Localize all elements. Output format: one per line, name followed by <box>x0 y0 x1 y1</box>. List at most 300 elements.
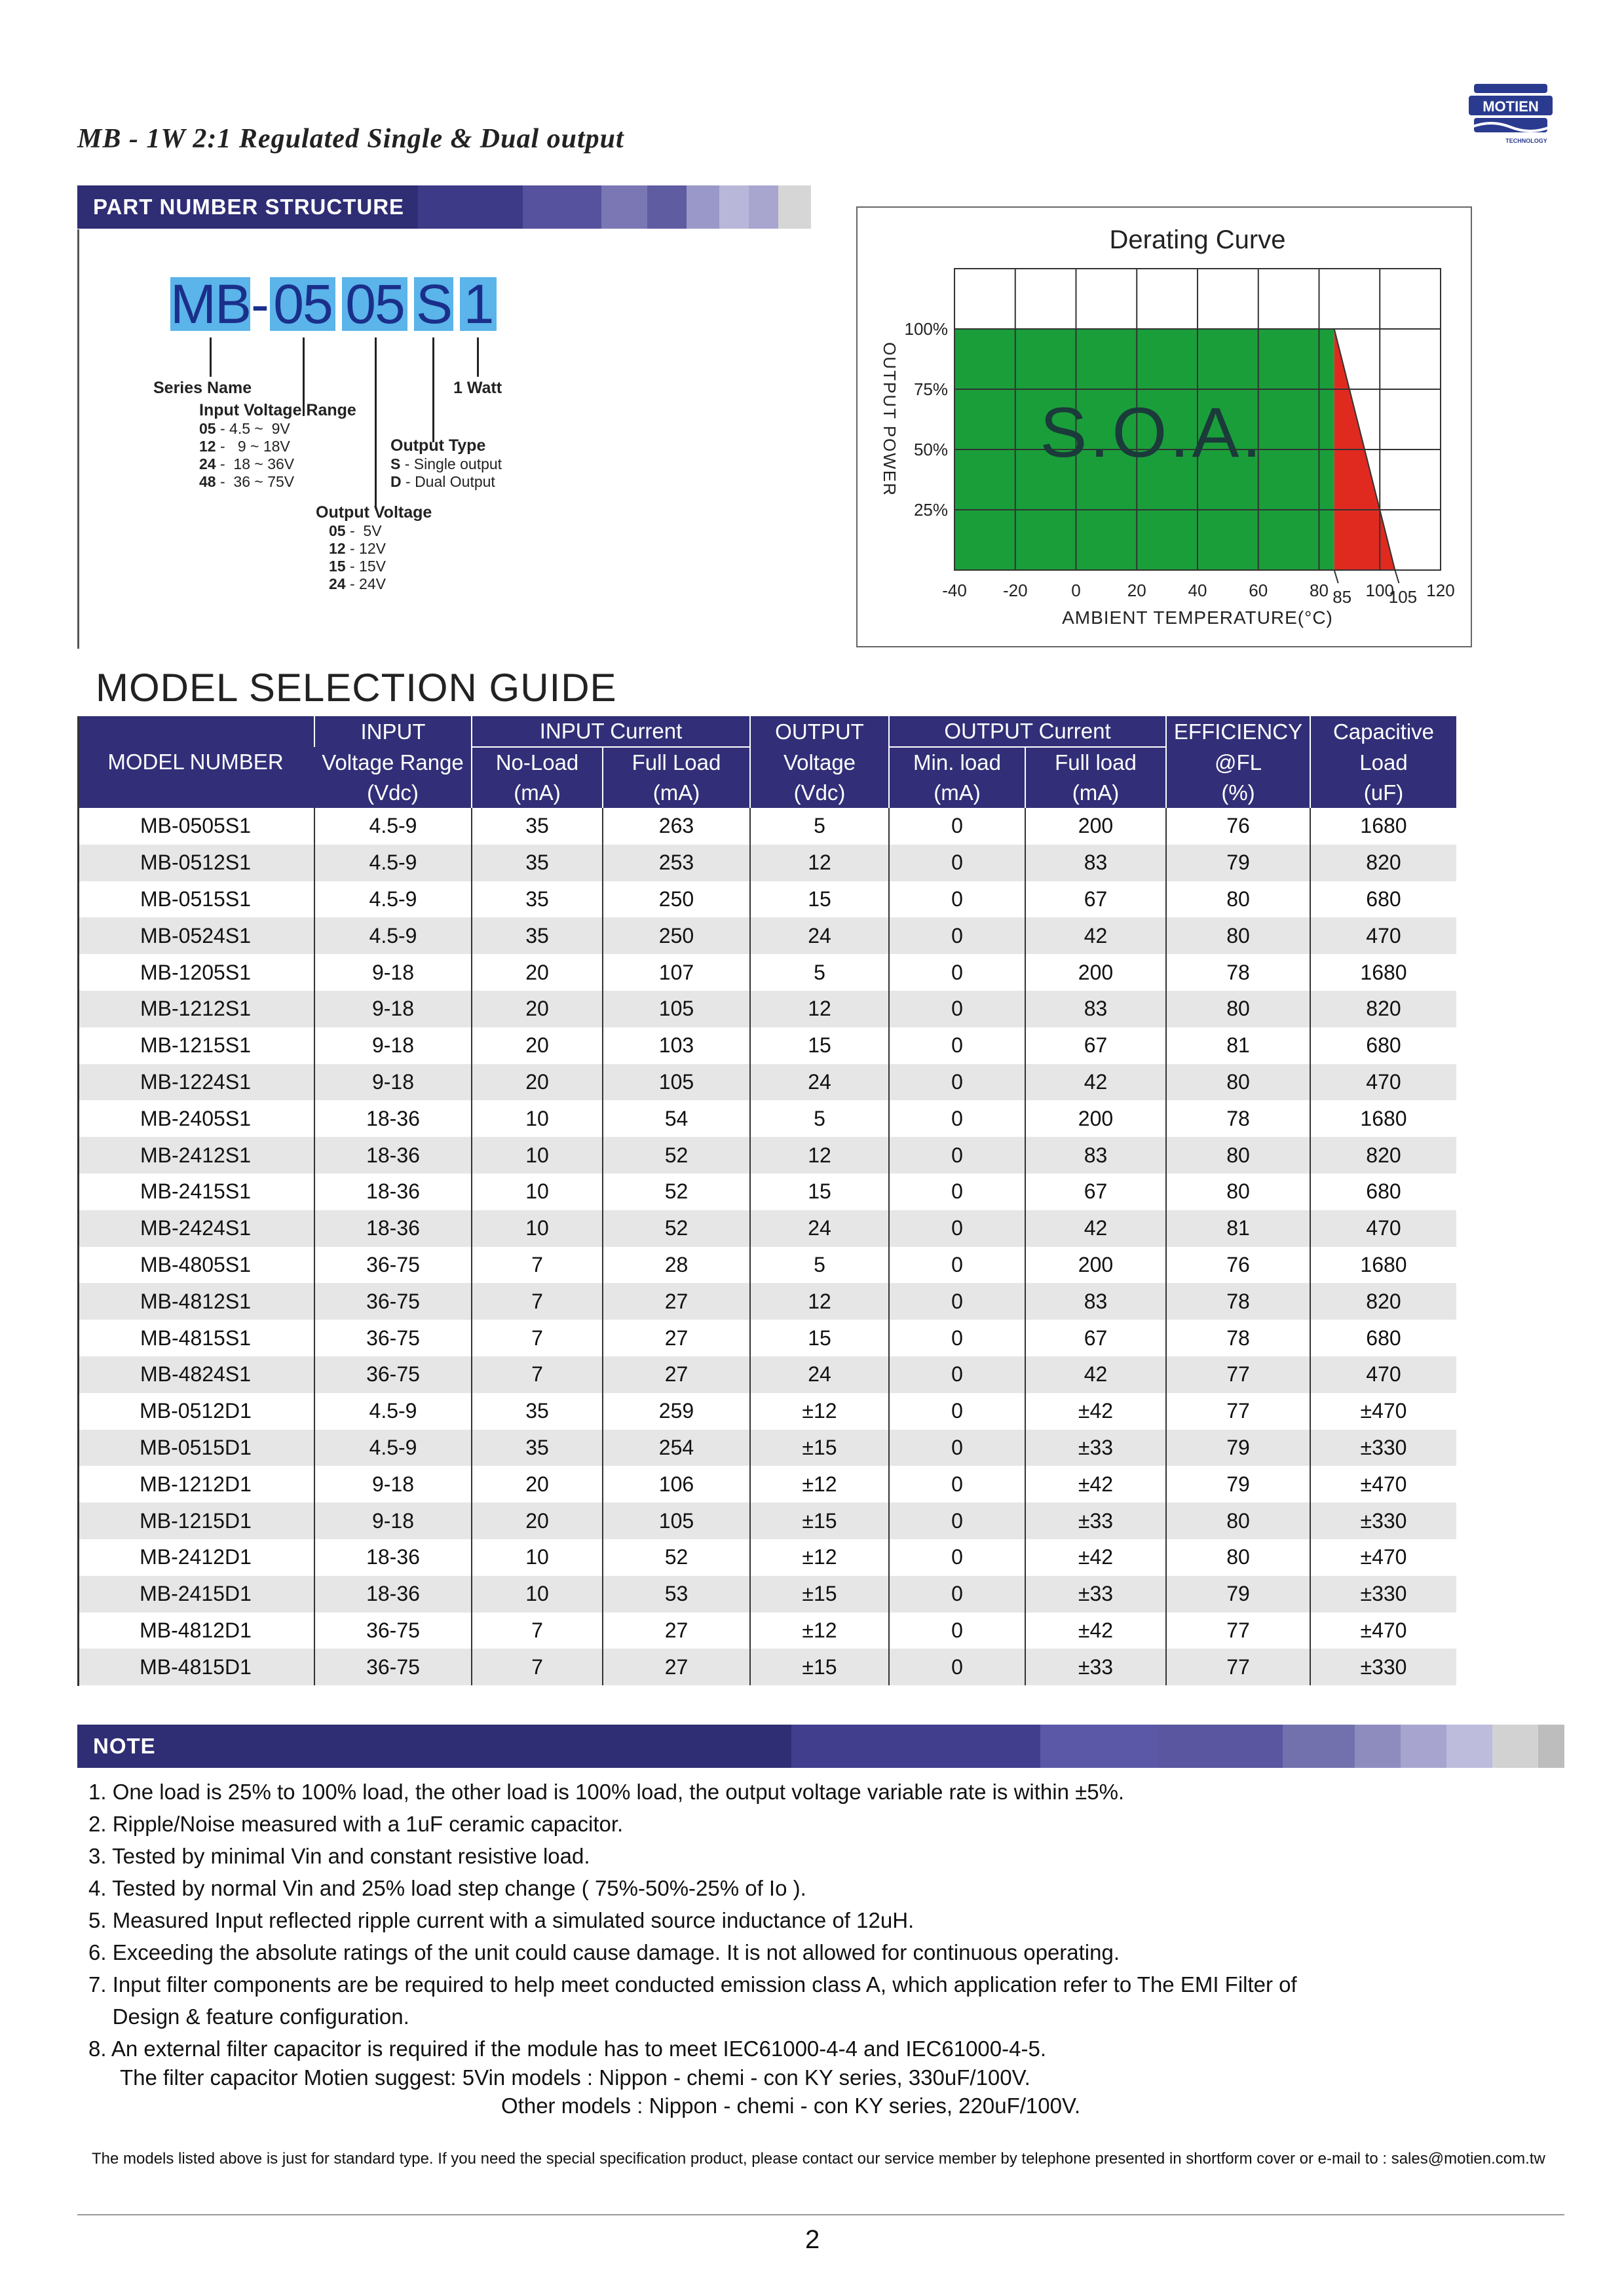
table-cell: 0 <box>889 1210 1025 1247</box>
table-cell: ±330 <box>1310 1430 1456 1466</box>
y-tick-label: 25% <box>913 500 948 520</box>
table-cell: 820 <box>1310 1283 1456 1320</box>
table-cell: 78 <box>1166 954 1310 991</box>
note-bar <box>77 1725 1564 1768</box>
table-cell: 0 <box>889 1649 1025 1685</box>
table-cell: 18-36 <box>314 1576 472 1613</box>
derating-chart-panel <box>856 206 1472 647</box>
input-range-item <box>199 419 290 438</box>
table-row <box>77 1064 1456 1101</box>
table-cell: 9-18 <box>314 954 472 991</box>
table-cell: 77 <box>1166 1649 1310 1685</box>
table-row <box>77 1320 1456 1356</box>
part-number-bar <box>77 185 811 229</box>
table-cell: 9-18 <box>314 1064 472 1101</box>
table-row <box>77 1100 1456 1137</box>
table-cell: 76 <box>1166 1247 1310 1284</box>
table-cell: ±33 <box>1025 1649 1166 1685</box>
table-cell: MB-1205S1 <box>77 954 314 991</box>
table-cell: 820 <box>1310 1137 1456 1174</box>
table-cell: 5 <box>750 808 889 845</box>
output-voltage-item <box>329 539 386 558</box>
input-range-label: Input Voltage Range <box>199 401 356 419</box>
table-cell: MB-1224S1 <box>77 1064 314 1101</box>
table-cell: ±33 <box>1025 1502 1166 1539</box>
table-row <box>77 1137 1456 1174</box>
header-full-load-out: Full load <box>1025 747 1166 778</box>
table-cell: 5 <box>750 1247 889 1284</box>
output-type-item <box>390 455 502 473</box>
table-cell: 107 <box>603 954 750 991</box>
table-cell: MB-4824S1 <box>77 1356 314 1393</box>
model-table-body <box>77 808 1456 1685</box>
table-cell: 4.5-9 <box>314 881 472 918</box>
table-cell: 24 <box>750 1064 889 1101</box>
table-cell: 83 <box>1025 1283 1166 1320</box>
x-extra-tick-label: 85 <box>1332 587 1352 607</box>
table-cell: ±33 <box>1025 1430 1166 1466</box>
table-row <box>77 1210 1456 1247</box>
table-cell: 106 <box>603 1466 750 1502</box>
header-input: INPUT <box>314 716 472 747</box>
table-cell: ±470 <box>1310 1393 1456 1430</box>
note-item: 3. Tested by minimal Vin and constant resistive load. <box>88 1844 590 1868</box>
table-cell: 35 <box>472 1393 603 1430</box>
table-row <box>77 1613 1456 1649</box>
table-row <box>77 845 1456 881</box>
code: 05 <box>199 420 216 437</box>
table-cell: 67 <box>1025 1027 1166 1064</box>
table-cell: 78 <box>1166 1283 1310 1320</box>
value: - 4.5 ~ 9V <box>216 420 290 437</box>
x-tick-label: 100 <box>1365 581 1394 600</box>
table-cell: 0 <box>889 1613 1025 1649</box>
lead-line <box>210 337 212 377</box>
table-cell: 20 <box>472 954 603 991</box>
table-cell: 80 <box>1166 917 1310 954</box>
table-cell: 7 <box>472 1283 603 1320</box>
table-cell: 80 <box>1166 1137 1310 1174</box>
code: S <box>390 455 401 472</box>
table-cell: 7 <box>472 1613 603 1649</box>
table-cell: 80 <box>1166 1064 1310 1101</box>
table-cell: 680 <box>1310 1320 1456 1356</box>
table-cell: 67 <box>1025 1320 1166 1356</box>
table-cell: 0 <box>889 1576 1025 1613</box>
table-cell: 820 <box>1310 991 1456 1027</box>
table-cell: 105 <box>603 991 750 1027</box>
output-type-label: Output Type <box>390 436 486 455</box>
table-cell: ±42 <box>1025 1466 1166 1502</box>
table-cell: 35 <box>472 917 603 954</box>
table-cell: 7 <box>472 1320 603 1356</box>
table-cell: 4.5-9 <box>314 1430 472 1466</box>
table-cell: ±12 <box>750 1613 889 1649</box>
table-cell: 0 <box>889 1320 1025 1356</box>
table-cell: 10 <box>472 1100 603 1137</box>
table-cell: 0 <box>889 1539 1025 1576</box>
code: 24 <box>199 455 216 472</box>
table-cell: ±33 <box>1025 1576 1166 1613</box>
header-output-current: OUTPUT Current <box>889 716 1166 747</box>
table-cell: 254 <box>603 1430 750 1466</box>
table-cell: 18-36 <box>314 1174 472 1210</box>
table-cell: 27 <box>603 1356 750 1393</box>
table-cell: MB-2405S1 <box>77 1100 314 1137</box>
value: - 9 ~ 18V <box>216 438 290 455</box>
table-cell: 9-18 <box>314 1466 472 1502</box>
table-cell: 200 <box>1025 954 1166 991</box>
table-cell: 79 <box>1166 1430 1310 1466</box>
x-tick-label: 120 <box>1426 581 1455 600</box>
table-cell: 20 <box>472 991 603 1027</box>
table-cell: ±330 <box>1310 1502 1456 1539</box>
y-tick-label: 100% <box>904 319 948 339</box>
table-cell: MB-2424S1 <box>77 1210 314 1247</box>
table-cell: 52 <box>603 1539 750 1576</box>
x-axis-label: AMBIENT TEMPERATURE(°C) <box>1062 607 1333 628</box>
notes-list <box>88 1776 1464 2121</box>
table-cell: 259 <box>603 1393 750 1430</box>
x-tick-label: -20 <box>1002 581 1028 600</box>
table-cell: 12 <box>750 991 889 1027</box>
table-cell: 12 <box>750 1283 889 1320</box>
input-range-item <box>199 437 290 455</box>
table-cell: 80 <box>1166 991 1310 1027</box>
table-cell: MB-4812S1 <box>77 1283 314 1320</box>
header-efficiency-fl: @FL <box>1166 747 1310 778</box>
table-cell: ±15 <box>750 1576 889 1613</box>
table-cell: 680 <box>1310 1027 1456 1064</box>
table-cell: 18-36 <box>314 1539 472 1576</box>
page-number: 2 <box>805 2225 820 2254</box>
header-no-load: No-Load <box>472 747 603 778</box>
table-cell: 52 <box>603 1174 750 1210</box>
table-cell: 0 <box>889 1356 1025 1393</box>
table-cell: 79 <box>1166 1576 1310 1613</box>
code: D <box>390 473 402 490</box>
table-cell: 15 <box>750 881 889 918</box>
value: - 24V <box>345 575 386 592</box>
output-type-item <box>390 472 495 491</box>
table-cell: 4.5-9 <box>314 1393 472 1430</box>
header-full-load: Full Load <box>603 747 750 778</box>
table-row <box>77 1466 1456 1502</box>
table-cell: 5 <box>750 954 889 991</box>
table-row <box>77 1539 1456 1576</box>
table-cell: 36-75 <box>314 1613 472 1649</box>
table-cell: 67 <box>1025 1174 1166 1210</box>
table-cell: 24 <box>750 917 889 954</box>
table-cell: 9-18 <box>314 1502 472 1539</box>
table-cell: 77 <box>1166 1613 1310 1649</box>
table-cell: 9-18 <box>314 1027 472 1064</box>
table-cell: 253 <box>603 845 750 881</box>
table-cell: 0 <box>889 1064 1025 1101</box>
table-cell: ±42 <box>1025 1393 1166 1430</box>
table-cell: 200 <box>1025 1247 1166 1284</box>
table-cell: 0 <box>889 808 1025 845</box>
table-cell: 250 <box>603 881 750 918</box>
table-cell: ±12 <box>750 1393 889 1430</box>
header-unit: (Vdc) <box>750 778 889 808</box>
footer-text: The models listed above is just for standard type. If you need the special specification product, please contact our service member by telephone presented in shortform cover or e-mail to : sales@motien.com.tw <box>92 2150 1545 2168</box>
table-cell: 36-75 <box>314 1320 472 1356</box>
table-cell: ±15 <box>750 1649 889 1685</box>
table-cell: 1680 <box>1310 1100 1456 1137</box>
header-unit: (mA) <box>889 778 1025 808</box>
table-cell: 28 <box>603 1247 750 1284</box>
note-item: 1. One load is 25% to 100% load, the other load is 100% load, the output voltage variable rate is within ±5%. <box>88 1780 1125 1804</box>
table-cell: ±12 <box>750 1466 889 1502</box>
table-cell: MB-2415S1 <box>77 1174 314 1210</box>
header-unit: (Vdc) <box>314 778 472 808</box>
table-cell: 470 <box>1310 1064 1456 1101</box>
table-row <box>77 881 1456 918</box>
table-cell: 15 <box>750 1320 889 1356</box>
header-unit: (mA) <box>1025 778 1166 808</box>
series-name-label: Series Name <box>153 379 252 397</box>
table-cell: MB-1212S1 <box>77 991 314 1027</box>
code: 12 <box>199 438 216 455</box>
header-output: OUTPUT <box>750 716 889 747</box>
table-cell: 0 <box>889 1430 1025 1466</box>
table-cell: 83 <box>1025 845 1166 881</box>
value: - 12V <box>345 540 386 557</box>
table-cell: 42 <box>1025 917 1166 954</box>
table-cell: 10 <box>472 1137 603 1174</box>
table-cell: ±330 <box>1310 1649 1456 1685</box>
table-cell: 7 <box>472 1356 603 1393</box>
table-cell: MB-0512S1 <box>77 845 314 881</box>
table-cell: 35 <box>472 1430 603 1466</box>
table-cell: 20 <box>472 1466 603 1502</box>
table-cell: 77 <box>1166 1393 1310 1430</box>
header-output-voltage: Voltage <box>750 747 889 778</box>
header-unit: (mA) <box>603 778 750 808</box>
table-cell: 81 <box>1166 1210 1310 1247</box>
table-cell: 20 <box>472 1502 603 1539</box>
table-row <box>77 1502 1456 1539</box>
table-cell: 78 <box>1166 1100 1310 1137</box>
table-cell: 27 <box>603 1320 750 1356</box>
table-cell: ±470 <box>1310 1539 1456 1576</box>
table-cell: MB-2412S1 <box>77 1137 314 1174</box>
y-tick-label: 75% <box>913 379 948 399</box>
y-tick-label: 50% <box>913 440 948 459</box>
note-item: Other models : Nippon - chemi - con KY series, 220uF/100V. <box>501 2094 1081 2118</box>
pn-input-box: 05 <box>270 277 335 331</box>
table-cell: 0 <box>889 1247 1025 1284</box>
note-title: NOTE <box>93 1734 156 1758</box>
part-number-title: PART NUMBER STRUCTURE <box>93 195 405 219</box>
pn-type-box: S <box>414 277 453 331</box>
table-cell: MB-0524S1 <box>77 917 314 954</box>
lead-line <box>375 337 377 508</box>
table-cell: 80 <box>1166 1174 1310 1210</box>
table-cell: 263 <box>603 808 750 845</box>
motien-logo <box>1465 80 1557 152</box>
table-cell: 83 <box>1025 991 1166 1027</box>
y-axis-label: OUTPUT POWER <box>880 342 899 497</box>
table-row <box>77 1283 1456 1320</box>
model-selection-title: MODEL SELECTION GUIDE <box>96 666 617 710</box>
table-cell: 0 <box>889 1174 1025 1210</box>
table-cell: 5 <box>750 1100 889 1137</box>
table-cell: 12 <box>750 1137 889 1174</box>
table-cell: 9-18 <box>314 991 472 1027</box>
x-tick-label: -40 <box>942 581 967 600</box>
section-left-rule <box>77 229 79 649</box>
table-cell: 10 <box>472 1174 603 1210</box>
note-item: 6. Exceeding the absolute ratings of the unit could cause damage. It is not allowed for continuous operating. <box>88 1940 1120 1964</box>
table-cell: ±470 <box>1310 1466 1456 1502</box>
code: 12 <box>329 540 346 557</box>
table-cell: 36-75 <box>314 1649 472 1685</box>
chart-title: Derating Curve <box>1109 225 1286 254</box>
table-row <box>77 1247 1456 1284</box>
table-cell: 200 <box>1025 808 1166 845</box>
table-row <box>77 1430 1456 1466</box>
table-cell: MB-1215S1 <box>77 1027 314 1064</box>
table-cell: 36-75 <box>314 1283 472 1320</box>
table-cell: 0 <box>889 1393 1025 1430</box>
table-cell: 27 <box>603 1283 750 1320</box>
table-cell: ±330 <box>1310 1576 1456 1613</box>
table-cell: ±42 <box>1025 1613 1166 1649</box>
table-cell: 7 <box>472 1649 603 1685</box>
table-cell: 80 <box>1166 881 1310 918</box>
table-cell: 42 <box>1025 1356 1166 1393</box>
code: 05 <box>329 522 346 539</box>
table-row <box>77 808 1456 845</box>
note-item: 4. Tested by normal Vin and 25% load step change ( 75%-50%-25% of Io ). <box>88 1876 806 1900</box>
extra-tick-mark <box>1395 570 1399 583</box>
note-item: 5. Measured Input reflected ripple current with a simulated source inductance of 12uH. <box>88 1908 915 1932</box>
x-tick-label: 80 <box>1310 581 1329 600</box>
table-cell: 103 <box>603 1027 750 1064</box>
table-cell: 4.5-9 <box>314 845 472 881</box>
table-cell: 81 <box>1166 1027 1310 1064</box>
table-cell: MB-4805S1 <box>77 1247 314 1284</box>
note-item: Design & feature configuration. <box>88 2004 409 2029</box>
value: - Dual Output <box>401 473 495 490</box>
header-min-load: Min. load <box>889 747 1025 778</box>
table-cell: 52 <box>603 1210 750 1247</box>
table-cell: 10 <box>472 1576 603 1613</box>
table-cell: MB-2412D1 <box>77 1539 314 1576</box>
input-range-item <box>199 472 294 491</box>
header-unit: (uF) <box>1310 778 1456 808</box>
table-row <box>77 917 1456 954</box>
table-cell: 76 <box>1166 808 1310 845</box>
table-cell: 470 <box>1310 1210 1456 1247</box>
logo-subtext: TECHNOLOGY <box>1505 138 1547 144</box>
soa-annotation: S.O.A. <box>1040 392 1264 472</box>
value: - 15V <box>345 558 386 575</box>
table-left-rule <box>77 716 79 1686</box>
table-cell: 0 <box>889 1466 1025 1502</box>
table-cell: 24 <box>750 1356 889 1393</box>
lead-line <box>477 337 479 377</box>
table-cell: 27 <box>603 1649 750 1685</box>
pn-dash: - <box>251 273 269 335</box>
derating-chart <box>858 208 1471 646</box>
footer-rule <box>77 2214 1564 2215</box>
table-cell: MB-1212D1 <box>77 1466 314 1502</box>
note-item: 8. An external filter capacitor is required if the module has to meet IEC61000-4-4 and IEC61000-4-5. <box>88 2037 1046 2061</box>
pn-series-box: MB <box>170 273 250 335</box>
value: - 5V <box>345 522 382 539</box>
table-cell: 78 <box>1166 1320 1310 1356</box>
table-row <box>77 1356 1456 1393</box>
table-cell: 250 <box>603 917 750 954</box>
table-cell: 470 <box>1310 917 1456 954</box>
table-cell: 0 <box>889 1283 1025 1320</box>
x-tick-label: 40 <box>1188 581 1207 600</box>
table-cell: MB-4812D1 <box>77 1613 314 1649</box>
table-cell: 0 <box>889 1137 1025 1174</box>
table-cell: 820 <box>1310 845 1456 881</box>
code: 48 <box>199 473 216 490</box>
table-cell: 1680 <box>1310 808 1456 845</box>
table-cell: 15 <box>750 1027 889 1064</box>
table-cell: 53 <box>603 1576 750 1613</box>
table-cell: 20 <box>472 1064 603 1101</box>
table-cell: 105 <box>603 1064 750 1101</box>
model-selection-table <box>77 716 1456 1685</box>
table-cell: 18-36 <box>314 1210 472 1247</box>
table-cell: 0 <box>889 991 1025 1027</box>
table-cell: 1680 <box>1310 954 1456 991</box>
table-cell: 4.5-9 <box>314 917 472 954</box>
x-tick-label: 20 <box>1127 581 1146 600</box>
table-cell: 83 <box>1025 1137 1166 1174</box>
table-cell: 80 <box>1166 1502 1310 1539</box>
table-cell: 36-75 <box>314 1356 472 1393</box>
code: 24 <box>329 575 346 592</box>
output-voltage-label: Output Voltage <box>316 503 432 522</box>
table-row <box>77 1576 1456 1613</box>
table-cell: 0 <box>889 1502 1025 1539</box>
table-cell: 52 <box>603 1137 750 1174</box>
table-cell: ±470 <box>1310 1613 1456 1649</box>
table-cell: MB-0512D1 <box>77 1393 314 1430</box>
table-cell: 79 <box>1166 845 1310 881</box>
table-cell: 35 <box>472 881 603 918</box>
table-cell: 0 <box>889 1027 1025 1064</box>
table-cell: 15 <box>750 1174 889 1210</box>
note-item: The filter capacitor Motien suggest: 5Vin models : Nippon - chemi - con KY series, 330uF/100V. <box>120 2065 1030 2090</box>
value: - 18 ~ 36V <box>216 455 295 472</box>
table-cell: 27 <box>603 1613 750 1649</box>
table-row <box>77 1393 1456 1430</box>
output-voltage-item <box>329 522 382 540</box>
document-title: MB - 1W 2:1 Regulated Single & Dual output <box>77 124 624 154</box>
table-row <box>77 954 1456 991</box>
header-load: Load <box>1310 747 1456 778</box>
code: 15 <box>329 558 346 575</box>
table-cell: 67 <box>1025 881 1166 918</box>
table-cell: 36-75 <box>314 1247 472 1284</box>
table-cell: 77 <box>1166 1356 1310 1393</box>
x-tick-label: 60 <box>1249 581 1268 600</box>
table-cell: 680 <box>1310 1174 1456 1210</box>
table-cell: ±42 <box>1025 1539 1166 1576</box>
table-cell: 0 <box>889 917 1025 954</box>
table-cell: MB-2415D1 <box>77 1576 314 1613</box>
lead-line <box>432 337 434 442</box>
